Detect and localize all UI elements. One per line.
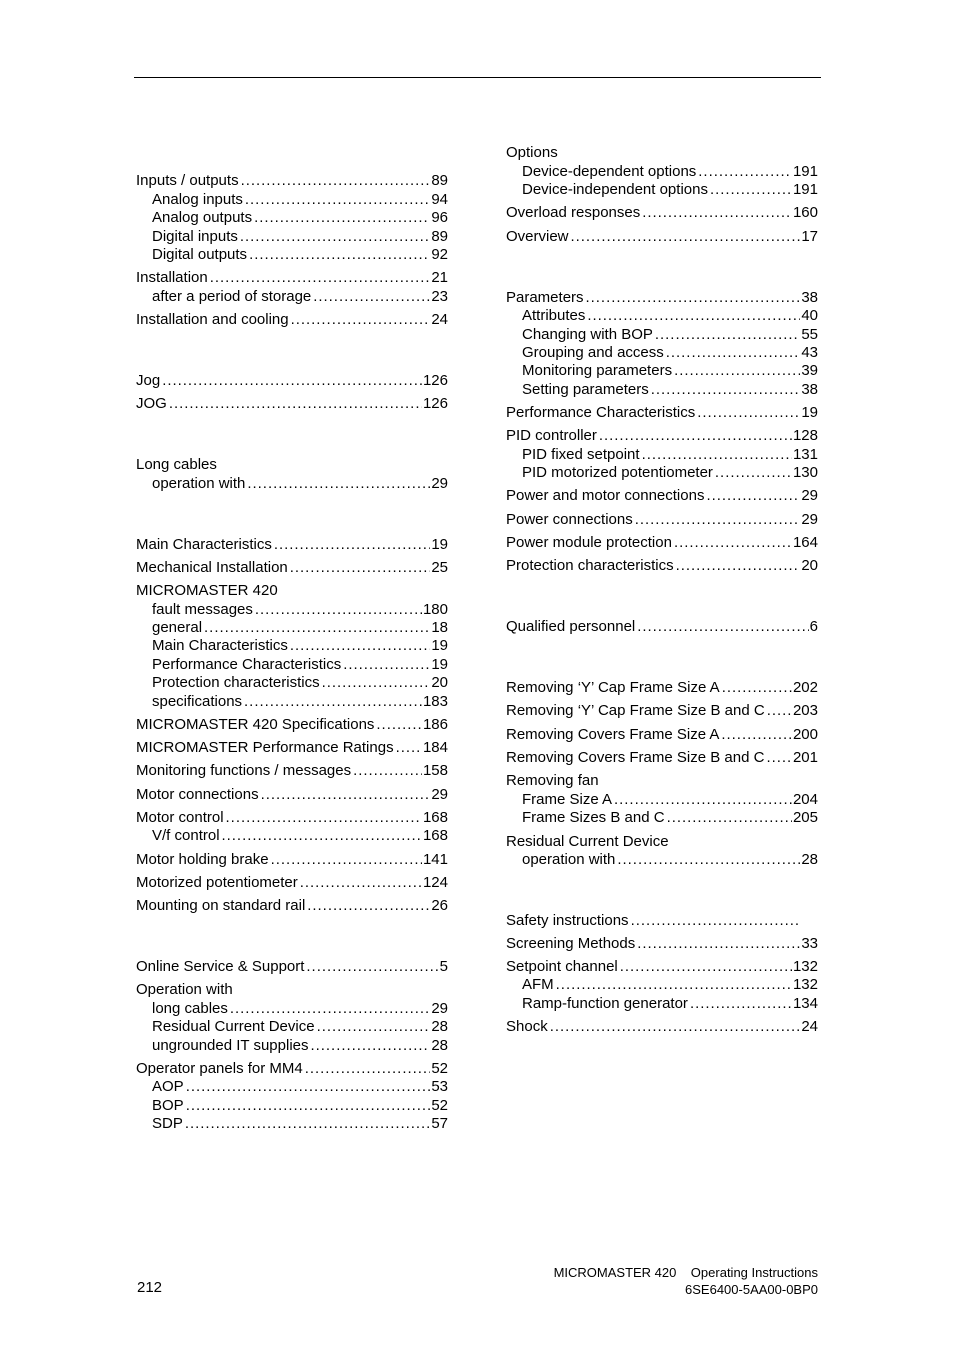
dot-leader [311,1036,431,1055]
dot-leader [674,361,800,380]
index-entry [506,748,818,767]
entry-page-number: 38 [801,381,818,398]
dot-leader [676,556,801,575]
entry-page-number: 24 [801,1018,818,1035]
dot-leader [396,738,422,757]
entry-label: operation with [152,475,246,492]
entry-label: PID motorized potentiometer [522,464,713,481]
entry-page-number: 6 [809,618,818,635]
index-entry [136,371,448,390]
entry-page-number: 124 [422,874,448,891]
dot-leader [674,533,792,552]
entry-page-number: 92 [431,246,448,263]
dot-leader [274,535,430,554]
entry-label: Jog [136,372,161,389]
dot-leader [710,180,792,199]
dot-leader [255,600,422,619]
entry-label: Digital inputs [152,228,238,245]
entry-label: Mounting on standard rail [136,897,306,914]
index-subentry [152,1017,448,1036]
entry-page-number: 39 [801,362,818,379]
index-entry [506,771,818,790]
dot-leader [186,1096,431,1115]
dot-leader [290,558,431,577]
dot-leader [599,426,792,445]
dot-leader [642,203,792,222]
entry-page-number: 55 [801,326,818,343]
entry-page-number: 132 [792,958,818,975]
index-subentry [522,343,818,362]
entry-label: long cables [152,1000,228,1017]
dot-leader [241,171,431,190]
entry-label: PID fixed setpoint [522,446,640,463]
entry-label: specifications [152,693,243,710]
index-subentry [152,1077,448,1096]
index-entry [506,486,818,505]
entry-page-number: 57 [431,1115,448,1132]
entry-page-number: 191 [792,181,818,198]
entry-label: Removing fan [506,772,599,789]
entry-label: Operator panels for MM4 [136,1060,303,1077]
index-entry [506,1017,818,1036]
entry-label: Mechanical Installation [136,559,288,576]
entry-label: Frame Size A [522,791,613,808]
entry-label: Device-independent options [522,181,708,198]
entry-label: Ramp-function generator [522,995,688,1012]
entry-page-number: 94 [431,191,448,208]
index-subentry [152,826,448,845]
entry-label: Operation with [136,981,233,998]
entry-label: Removing ‘Y’ Cap Frame Size B and C [506,702,765,719]
dot-leader [637,617,808,636]
entry-label: Overview [506,228,569,245]
entry-page-number: 21 [431,269,448,286]
index-entry [136,715,448,734]
entry-label: BOP [152,1097,184,1114]
dot-leader [635,510,801,529]
header-rule [134,77,821,78]
entry-label: Motor holding brake [136,851,269,868]
dot-leader [706,486,800,505]
index-entry [506,203,818,222]
entry-label: Power connections [506,511,633,528]
index-subentry [152,245,448,264]
entry-label: Main Characteristics [136,536,272,553]
entry-label: Performance Characteristics [152,656,342,673]
entry-label: AFM [522,976,554,993]
entry-label: MICROMASTER 420 [136,582,278,599]
entry-page-number: 164 [792,534,818,551]
entry-label: Grouping and access [522,344,664,361]
index-entry [506,288,818,307]
index-subentry [152,227,448,246]
dot-leader [715,463,792,482]
index-entry [136,785,448,804]
dot-leader [245,190,430,209]
index-entry [136,980,448,999]
entry-page-number: 20 [801,557,818,574]
entry-page-number: 168 [422,809,448,826]
entry-page-number: 89 [431,172,448,189]
dot-leader [587,306,800,325]
entry-label: Overload responses [506,204,641,221]
entry-page-number: 43 [801,344,818,361]
entry-label: Frame Sizes B and C [522,809,665,826]
dot-leader [210,268,431,287]
entry-page-number: 126 [422,372,448,389]
dot-leader [631,911,798,930]
entry-label: Long cables [136,456,217,473]
index-entry [136,738,448,757]
entry-label: Parameters [506,289,584,306]
dot-leader [300,873,422,892]
dot-leader [222,826,422,845]
dot-leader [261,785,431,804]
index-entry [506,911,818,930]
entry-label: Power module protection [506,534,672,551]
index-entry [506,934,818,953]
entry-page-number: 200 [792,726,818,743]
entry-label: Removing Covers Frame Size B and C [506,749,765,766]
order-number: 6SE6400-5AA00-0BP0 [685,1282,818,1297]
entry-label: Safety instructions [506,912,629,929]
index-entry [136,761,448,780]
entry-page-number: 28 [431,1018,448,1035]
entry-label: Setpoint channel [506,958,618,975]
entry-label: Changing with BOP [522,326,653,343]
dot-leader [204,618,430,637]
dot-leader [655,325,800,344]
entry-page-number: 168 [422,827,448,844]
dot-leader [306,957,438,976]
dot-leader [254,208,430,227]
entry-page-number: 158 [422,762,448,779]
index-subentry [152,208,448,227]
entry-page-number: 19 [801,404,818,421]
entry-page-number: 52 [431,1060,448,1077]
index-subentry [152,190,448,209]
index-subentry [152,636,448,655]
entry-page-number: 33 [801,935,818,952]
dot-leader [244,692,422,711]
index-subentry [152,474,448,493]
index-subentry [522,975,818,994]
entry-label: MICROMASTER Performance Ratings [136,739,394,756]
index-entry [506,143,818,162]
entry-label: Qualified personnel [506,618,636,635]
entry-label: Removing ‘Y’ Cap Frame Size A [506,679,720,696]
entry-label: Analog inputs [152,191,243,208]
entry-page-number: 20 [431,674,448,691]
entry-label: Attributes [522,307,586,324]
entry-page-number: 25 [431,559,448,576]
entry-label: Performance Characteristics [506,404,696,421]
entry-page-number: 186 [422,716,448,733]
index-entry [136,896,448,915]
index-entry [506,403,818,422]
entry-label: Inputs / outputs [136,172,239,189]
index-entry [136,455,448,474]
entry-page-number: 19 [431,536,448,553]
dot-leader [186,1077,431,1096]
entry-label: Motor connections [136,786,259,803]
entry-label: Options [506,144,558,161]
entry-page-number: 130 [792,464,818,481]
entry-page-number: 28 [431,1037,448,1054]
dot-leader [767,701,792,720]
entry-page-number: 126 [422,395,448,412]
dot-leader [697,403,800,422]
index-entry [136,558,448,577]
index-entry [506,617,818,636]
entry-label: operation with [522,851,616,868]
entry-page-number: 160 [792,204,818,221]
entry-page-number: 19 [431,637,448,654]
index-entry [506,832,818,851]
entry-page-number: 52 [431,1097,448,1114]
index-entry [136,394,448,413]
index-entry [136,850,448,869]
entry-label: Main Characteristics [152,637,288,654]
dot-leader [307,896,430,915]
entry-label: Screening Methods [506,935,636,952]
entry-label: Residual Current Device [152,1018,315,1035]
dot-leader [550,1017,801,1036]
entry-page-number: 201 [792,749,818,766]
dot-leader [291,310,431,329]
entry-label: MICROMASTER 420 Specifications [136,716,375,733]
index-subentry [522,994,818,1013]
entry-page-number: 29 [801,487,818,504]
index-subentry [152,1096,448,1115]
dot-leader [343,655,430,674]
page-number: 212 [137,1279,163,1296]
entry-label: Monitoring parameters [522,362,673,379]
index-entry [506,426,818,445]
index-entry [136,268,448,287]
index-subentry [152,999,448,1018]
index-subentry [522,790,818,809]
index-subentry [522,463,818,482]
index-subentry [522,850,818,869]
entry-page-number: 141 [422,851,448,868]
entry-label: Residual Current Device [506,833,669,850]
index-entry [506,678,818,697]
index-entry [506,701,818,720]
index-entry [136,957,448,976]
entry-page-number: 19 [431,656,448,673]
dot-leader [322,673,431,692]
index-subentry [522,380,818,399]
entry-page-number: 184 [422,739,448,756]
entry-label: Online Service & Support [136,958,305,975]
index-subentry [522,361,818,380]
entry-label: fault messages [152,601,253,618]
dot-leader [642,445,792,464]
dot-leader [620,957,792,976]
index-entry [136,808,448,827]
index-entry [506,510,818,529]
entry-page-number: 23 [431,288,448,305]
dot-leader [571,227,801,246]
entry-page-number: 29 [431,1000,448,1017]
dot-leader [690,994,792,1013]
entry-page-number: 203 [792,702,818,719]
index-subentry [152,600,448,619]
dot-leader [230,999,430,1018]
dot-leader [169,394,422,413]
index-subentry [152,287,448,306]
index-subentry [152,1036,448,1055]
dot-leader [376,715,422,734]
dot-leader [721,725,792,744]
entry-page-number: 18 [431,619,448,636]
index-entry [506,227,818,246]
entry-label: Protection characteristics [506,557,674,574]
entry-label: Installation and cooling [136,311,289,328]
manual-title: MICROMASTER 420 Operating Instructions [553,1265,818,1280]
entry-page-number: 29 [431,475,448,492]
dot-leader [556,975,792,994]
entry-page-number: 205 [792,809,818,826]
entry-page-number: 191 [792,163,818,180]
footer-info [554,1264,818,1298]
index-subentry [152,655,448,674]
entry-page-number: 132 [792,976,818,993]
index-subentry [152,692,448,711]
entry-label: general [152,619,203,636]
index-entry [136,1059,448,1078]
dot-leader [666,343,801,362]
entry-label: Motorized potentiometer [136,874,298,891]
index-entry [506,957,818,976]
dot-leader [313,287,430,306]
entry-label: Digital outputs [152,246,248,263]
entry-label: ungrounded IT supplies [152,1037,309,1054]
dot-leader [249,245,430,264]
entry-page-number: 180 [422,601,448,618]
dot-leader [162,371,422,390]
dot-leader [353,761,422,780]
dot-leader [766,748,792,767]
entry-page-number: 24 [431,311,448,328]
dot-leader [651,380,801,399]
entry-label: Monitoring functions / messages [136,762,352,779]
entry-page-number: 29 [801,511,818,528]
dot-leader [185,1114,430,1133]
entry-label: Removing Covers Frame Size A [506,726,720,743]
entry-label: Protection characteristics [152,674,320,691]
entry-page-number: 5 [439,958,448,975]
entry-label: Analog outputs [152,209,253,226]
entry-page-number: 131 [792,446,818,463]
index-entry [506,556,818,575]
dot-leader [290,636,430,655]
entry-label: Device-dependent options [522,163,697,180]
index-subentry [522,808,818,827]
dot-leader [586,288,801,307]
index-entry [136,171,448,190]
index-subentry [522,162,818,181]
dot-leader [305,1059,431,1078]
entry-label: after a period of storage [152,288,312,305]
dot-leader [247,474,430,493]
entry-label: AOP [152,1078,184,1095]
entry-label: V/f control [152,827,220,844]
index-subentry [152,673,448,692]
index-subentry [522,445,818,464]
entry-page-number: 40 [801,307,818,324]
entry-label: SDP [152,1115,183,1132]
index-subentry [152,618,448,637]
entry-label: Setting parameters [522,381,649,398]
dot-leader [698,162,792,181]
entry-page-number: 26 [431,897,448,914]
dot-leader [637,934,800,953]
entry-page-number: 28 [801,851,818,868]
entry-page-number: 204 [792,791,818,808]
dot-leader [722,678,792,697]
entry-label: Motor control [136,809,224,826]
index-entry [136,535,448,554]
entry-page-number: 128 [792,427,818,444]
entry-page-number: 134 [792,995,818,1012]
entry-label: JOG [136,395,167,412]
index-entry [136,310,448,329]
entry-label: Shock [506,1018,548,1035]
entry-page-number: 17 [801,228,818,245]
dot-leader [667,808,792,827]
entry-page-number: 96 [431,209,448,226]
dot-leader [617,850,800,869]
index-entry [506,725,818,744]
index-entry [506,533,818,552]
index-subentry [152,1114,448,1133]
index-subentry [522,306,818,325]
index-entry [136,873,448,892]
dot-leader [271,850,422,869]
entry-page-number: 53 [431,1078,448,1095]
entry-label: Installation [136,269,208,286]
dot-leader [226,808,422,827]
entry-page-number: 89 [431,228,448,245]
entry-page-number: 38 [801,289,818,306]
entry-page-number: 183 [422,693,448,710]
entry-label: Power and motor connections [506,487,705,504]
entry-label: PID controller [506,427,597,444]
entry-page-number: 202 [792,679,818,696]
dot-leader [240,227,430,246]
dot-leader [317,1017,431,1036]
dot-leader [614,790,792,809]
entry-page-number: 29 [431,786,448,803]
index-subentry [522,180,818,199]
index-entry [136,581,448,600]
index-subentry [522,325,818,344]
